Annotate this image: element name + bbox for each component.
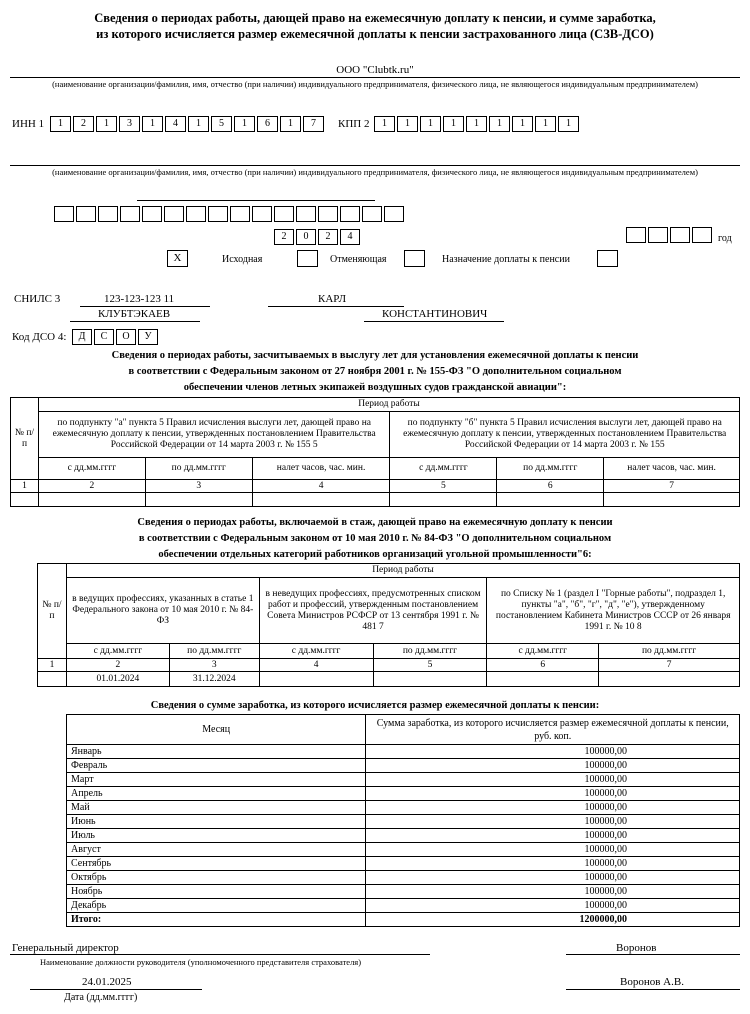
middle-name-line: [364, 321, 504, 322]
org-caption: (наименование организации/фамилия, имя, отчество (при наличии) индивидуального предпринимателя, физического лица, не являющегося индивидуальным предпринимателем): [52, 79, 698, 89]
section2-subheader: с дд.мм.гггг: [259, 644, 373, 659]
dso-cells[interactable]: [72, 329, 160, 345]
blank-cell[interactable]: [164, 206, 184, 222]
snils-line: [80, 306, 210, 307]
earnings-row: [67, 829, 740, 843]
inn-digit-cell[interactable]: 3: [119, 116, 140, 132]
earnings-month: Июнь: [67, 815, 366, 829]
earnings-row: [67, 787, 740, 801]
section1-data-cell: [252, 493, 390, 507]
section1-subheader: налет часов, час. мин.: [604, 458, 740, 480]
otmenyayushchaya-label: Отменяющая: [330, 254, 387, 265]
year-empty-cell[interactable]: [648, 227, 668, 243]
section1-col-number: 5: [390, 480, 497, 493]
org-name-line-2: [10, 165, 740, 166]
blank-cell[interactable]: [362, 206, 382, 222]
inn-digit-cell[interactable]: 1: [188, 116, 209, 132]
section2-col-number: 5: [373, 659, 487, 672]
section1-heading-line-2: в соответствии с Федеральным законом от 27 ноября 2001 г. № 155-ФЗ "О дополнительном социальном: [128, 366, 622, 377]
earnings-month: Август: [67, 843, 366, 857]
dso-code-cell[interactable]: О: [116, 329, 136, 345]
inn-digit-cell[interactable]: 1: [50, 116, 71, 132]
dso-code-cell[interactable]: С: [94, 329, 114, 345]
section2-col-num: № п/п: [38, 564, 67, 659]
section1-subheader: налет часов, час. мин.: [252, 458, 390, 480]
section1-data-cell: [497, 493, 604, 507]
section1-subheader: по дд.мм.гггг: [497, 458, 604, 480]
footer-position-caption: Наименование должности руководителя (уполномоченного представителя страхователя): [40, 957, 362, 967]
blank-cell[interactable]: [186, 206, 206, 222]
kpp-label: КПП 2: [338, 118, 370, 130]
section2-col-number: 2: [66, 659, 169, 672]
section2-col-number: 7: [599, 659, 740, 672]
blank-cell[interactable]: [54, 206, 74, 222]
section1-col-number: 3: [145, 480, 252, 493]
section2-heading-line-2: в соответствии с Федеральным законом от 10 мая 2010 г. № 84-ФЗ "О дополнительном социальном: [138, 533, 612, 544]
dso-code-cell[interactable]: Д: [72, 329, 92, 345]
earnings-row: [67, 871, 740, 885]
section2-heading-line-1: Сведения о периодах работы, включаемой в стаж, дающей право на ежемесячную доплату к пенсии: [137, 517, 613, 528]
section2-col-number: 4: [259, 659, 373, 672]
footer-position: Генеральный директор: [12, 942, 119, 954]
section1-col-number: 2: [38, 480, 145, 493]
earnings-sum: 100000,00: [366, 857, 740, 871]
footer-date-line: [30, 989, 202, 990]
naznachenie-checkbox[interactable]: [597, 250, 618, 267]
year-cells-empty[interactable]: [626, 227, 714, 243]
section2-group-1: в ведущих профессиях, указанных в статье 1 Федерального закона от 10 мая 2010 г. № 84-ФЗ: [66, 578, 259, 644]
kpp-digit-cell[interactable]: 1: [420, 116, 441, 132]
blank-cell[interactable]: [120, 206, 140, 222]
section1-heading-line-1: Сведения о периодах работы, засчитываемых в выслугу лет для установления ежемесячной доплаты к пенсии: [111, 350, 639, 361]
earnings-month: Ноябрь: [67, 885, 366, 899]
year-digit-cell[interactable]: 2: [274, 229, 294, 245]
section2-subheader: с дд.мм.гггг: [66, 644, 169, 659]
section1-col-num: № п/п: [11, 398, 39, 480]
section2-data-cell: 01.01.2024: [66, 672, 169, 687]
section3-table: [66, 714, 740, 927]
section1-group-b: по подпункту "б" пункта 5 Правил исчисления выслуги лет, дающей право на ежемесячную доплату к пенсии, утвержденных постановлением Правительства Российской Федерации от 14 марта 2003 г. № 155: [390, 412, 740, 458]
earnings-row: [67, 843, 740, 857]
first-name: КАРЛ: [318, 293, 347, 305]
section1-heading-line-3: обеспечении членов летных экипажей воздушных судов гражданской авиации":: [183, 382, 567, 393]
earnings-sum: 100000,00: [366, 787, 740, 801]
section1-subheader: с дд.мм.гггг: [390, 458, 497, 480]
blank-cell[interactable]: [208, 206, 228, 222]
section2-data-cell: [599, 672, 740, 687]
earnings-month: Май: [67, 801, 366, 815]
section1-data-cell: [38, 493, 145, 507]
dso-code-cell[interactable]: У: [138, 329, 158, 345]
earnings-sum: 100000,00: [366, 815, 740, 829]
first-name-line: [268, 306, 404, 307]
last-name-line: [70, 321, 200, 322]
section2-table: [37, 563, 740, 687]
year-cells[interactable]: [274, 229, 362, 245]
inn-label: ИНН 1: [12, 118, 45, 130]
earnings-sum: 100000,00: [366, 773, 740, 787]
footer-signer-name: Воронов А.В.: [620, 976, 684, 988]
inn-digit-cell[interactable]: 1: [234, 116, 255, 132]
earnings-month: Июль: [67, 829, 366, 843]
kpp-cells[interactable]: [374, 116, 581, 132]
section3-col-month: Месяц: [67, 715, 366, 745]
earnings-sum: 100000,00: [366, 885, 740, 899]
org-caption-2: (наименование организации/фамилия, имя, отчество (при наличии) индивидуального предпринимателя, физического лица, не являющегося индивидуальным предпринимателем): [52, 167, 698, 177]
section2-col-number: 1: [38, 659, 67, 672]
earnings-sum: 100000,00: [366, 871, 740, 885]
section2-data-cell: [373, 672, 487, 687]
kpp-digit-cell[interactable]: 1: [466, 116, 487, 132]
last-name: КЛУБТЭКАЕВ: [98, 308, 171, 320]
section2-subheader: с дд.мм.гггг: [487, 644, 599, 659]
earnings-month: Январь: [67, 745, 366, 759]
section1-data-cell: [145, 493, 252, 507]
snils-value: 123-123-123 11: [104, 293, 175, 305]
footer-signer-short: Воронов: [616, 942, 657, 954]
inn-digit-cell[interactable]: 1: [280, 116, 301, 132]
section1-data-cell: [11, 493, 39, 507]
section3-total-label: Итого:: [67, 913, 366, 927]
section1-group-a: по подпункту "а" пункта 5 Правил исчисления выслуги лет, дающей право на ежемесячную доплату к пенсии, утвержденных постановлением Правительства Российской Федерации от 14 марта 2003 г. № 155 5: [38, 412, 389, 458]
earnings-sum: 100000,00: [366, 801, 740, 815]
middle-name: КОНСТАНТИНОВИЧ: [382, 308, 488, 320]
section1-col-number: 6: [497, 480, 604, 493]
footer-date: 24.01.2025: [82, 976, 132, 988]
section2-heading-line-3: обеспечении отдельных категорий работников организаций угольной промышленности"6:: [158, 549, 592, 560]
section2-subheader: по дд.мм.гггг: [373, 644, 487, 659]
earnings-sum: 100000,00: [366, 745, 740, 759]
earnings-sum: 100000,00: [366, 759, 740, 773]
inn-digit-cell[interactable]: 2: [73, 116, 94, 132]
blank-cell[interactable]: [98, 206, 118, 222]
section2-period-header: Период работы: [66, 564, 739, 578]
blank-line: [137, 200, 375, 201]
inn-cells[interactable]: [50, 116, 326, 132]
earnings-month: Март: [67, 773, 366, 787]
footer-position-line: [10, 954, 430, 955]
section3-col-sum: Сумма заработка, из которого исчисляется размер ежемесячной доплаты к пенсии, руб. коп.: [366, 715, 740, 745]
section1-data-cell: [390, 493, 497, 507]
blank-cell[interactable]: [384, 206, 404, 222]
dso-label: Код ДСО 4:: [12, 331, 67, 343]
year-label: год: [718, 233, 732, 244]
blank-cell[interactable]: [296, 206, 316, 222]
section1-subheader: с дд.мм.гггг: [38, 458, 145, 480]
ishodnaya-checkbox[interactable]: X: [167, 250, 188, 267]
section1-col-number: 1: [11, 480, 39, 493]
footer-signer-name-line: [566, 989, 740, 990]
naznachenie-checkbox-left[interactable]: [404, 250, 425, 267]
kpp-digit-cell[interactable]: 1: [374, 116, 395, 132]
section2-data-cell: [259, 672, 373, 687]
section1-subheader: по дд.мм.гггг: [145, 458, 252, 480]
section3-heading: Сведения о сумме заработка, из которого исчисляется размер ежемесячной доплаты к пенсии:: [150, 700, 600, 711]
section2-group-2: в неведущих профессиях, предусмотренных списком работ и профессий, утвержденным постановлением Совета Министров РСФСР от 13 сентября 1991 г. № 481 7: [259, 578, 487, 644]
blank-cell[interactable]: [142, 206, 162, 222]
blank-cell[interactable]: [274, 206, 294, 222]
blank-cells[interactable]: [54, 206, 406, 222]
section3-total-value: 1200000,00: [366, 913, 740, 927]
section2-subheader: по дд.мм.гггг: [599, 644, 740, 659]
kpp-digit-cell[interactable]: 1: [397, 116, 418, 132]
earnings-row: [67, 801, 740, 815]
earnings-month: Сентябрь: [67, 857, 366, 871]
footer-signer-short-line: [566, 954, 740, 955]
section2-data-cell: [487, 672, 599, 687]
earnings-row: [67, 773, 740, 787]
kpp-digit-cell[interactable]: 1: [558, 116, 579, 132]
kpp-digit-cell[interactable]: 1: [535, 116, 556, 132]
section1-table: [10, 397, 740, 507]
blank-cell[interactable]: [252, 206, 272, 222]
earnings-row: [67, 745, 740, 759]
org-name: ООО "Clubtk.ru": [336, 64, 414, 76]
year-empty-cell[interactable]: [692, 227, 712, 243]
year-digit-cell[interactable]: 4: [340, 229, 360, 245]
earnings-row: [67, 885, 740, 899]
earnings-row: [67, 899, 740, 913]
footer-date-caption: Дата (дд.мм.гггг): [64, 992, 138, 1003]
year-digit-cell[interactable]: 2: [318, 229, 338, 245]
earnings-month: Октябрь: [67, 871, 366, 885]
document-title-line-1: Сведения о периодах работы, дающей право на ежемесячную доплату к пенсии, и сумме заработка,: [94, 11, 656, 25]
blank-cell[interactable]: [340, 206, 360, 222]
section2-data-cell: [38, 672, 67, 687]
inn-digit-cell[interactable]: 4: [165, 116, 186, 132]
naznachenie-label: Назначение доплаты к пенсии: [442, 254, 570, 265]
blank-cell[interactable]: [230, 206, 250, 222]
kpp-digit-cell[interactable]: 1: [512, 116, 533, 132]
earnings-month: Декабрь: [67, 899, 366, 913]
otmenyayushchaya-checkbox[interactable]: [297, 250, 318, 267]
document-title-line-2: из которого исчисляется размер ежемесячной доплаты к пенсии застрахованного лица (СЗВ-ДСО): [96, 27, 654, 41]
earnings-month: Февраль: [67, 759, 366, 773]
org-name-line: [10, 77, 740, 78]
section1-col-number: 7: [604, 480, 740, 493]
earnings-month: Апрель: [67, 787, 366, 801]
kpp-digit-cell[interactable]: 1: [443, 116, 464, 132]
earnings-sum: 100000,00: [366, 829, 740, 843]
inn-digit-cell[interactable]: 6: [257, 116, 278, 132]
blank-cell[interactable]: [76, 206, 96, 222]
earnings-row: [67, 857, 740, 871]
section2-data-cell: 31.12.2024: [169, 672, 259, 687]
earnings-sum: 100000,00: [366, 843, 740, 857]
earnings-sum: 100000,00: [366, 899, 740, 913]
section2-group-3: по Списку № 1 (раздел I "Горные работы", подраздел 1, пункты "а", "б", "г", "д", "е"), утвержденному постановлением Кабинета Министров СССР от 26 января 1991 г. № 10 8: [487, 578, 740, 644]
snils-label: СНИЛС 3: [14, 293, 61, 305]
earnings-row: [67, 815, 740, 829]
year-empty-cell[interactable]: [626, 227, 646, 243]
inn-digit-cell[interactable]: 5: [211, 116, 232, 132]
inn-digit-cell[interactable]: 1: [96, 116, 117, 132]
year-empty-cell[interactable]: [670, 227, 690, 243]
ishodnaya-label: Исходная: [222, 254, 263, 265]
kpp-digit-cell[interactable]: 1: [489, 116, 510, 132]
earnings-row: [67, 759, 740, 773]
inn-digit-cell[interactable]: 7: [303, 116, 324, 132]
blank-cell[interactable]: [318, 206, 338, 222]
section1-period-header: Период работы: [38, 398, 739, 412]
section1-col-number: 4: [252, 480, 390, 493]
section1-data-cell: [604, 493, 740, 507]
year-digit-cell[interactable]: 0: [296, 229, 316, 245]
inn-digit-cell[interactable]: 1: [142, 116, 163, 132]
section2-col-number: 6: [487, 659, 599, 672]
section2-subheader: по дд.мм.гггг: [169, 644, 259, 659]
section2-col-number: 3: [169, 659, 259, 672]
